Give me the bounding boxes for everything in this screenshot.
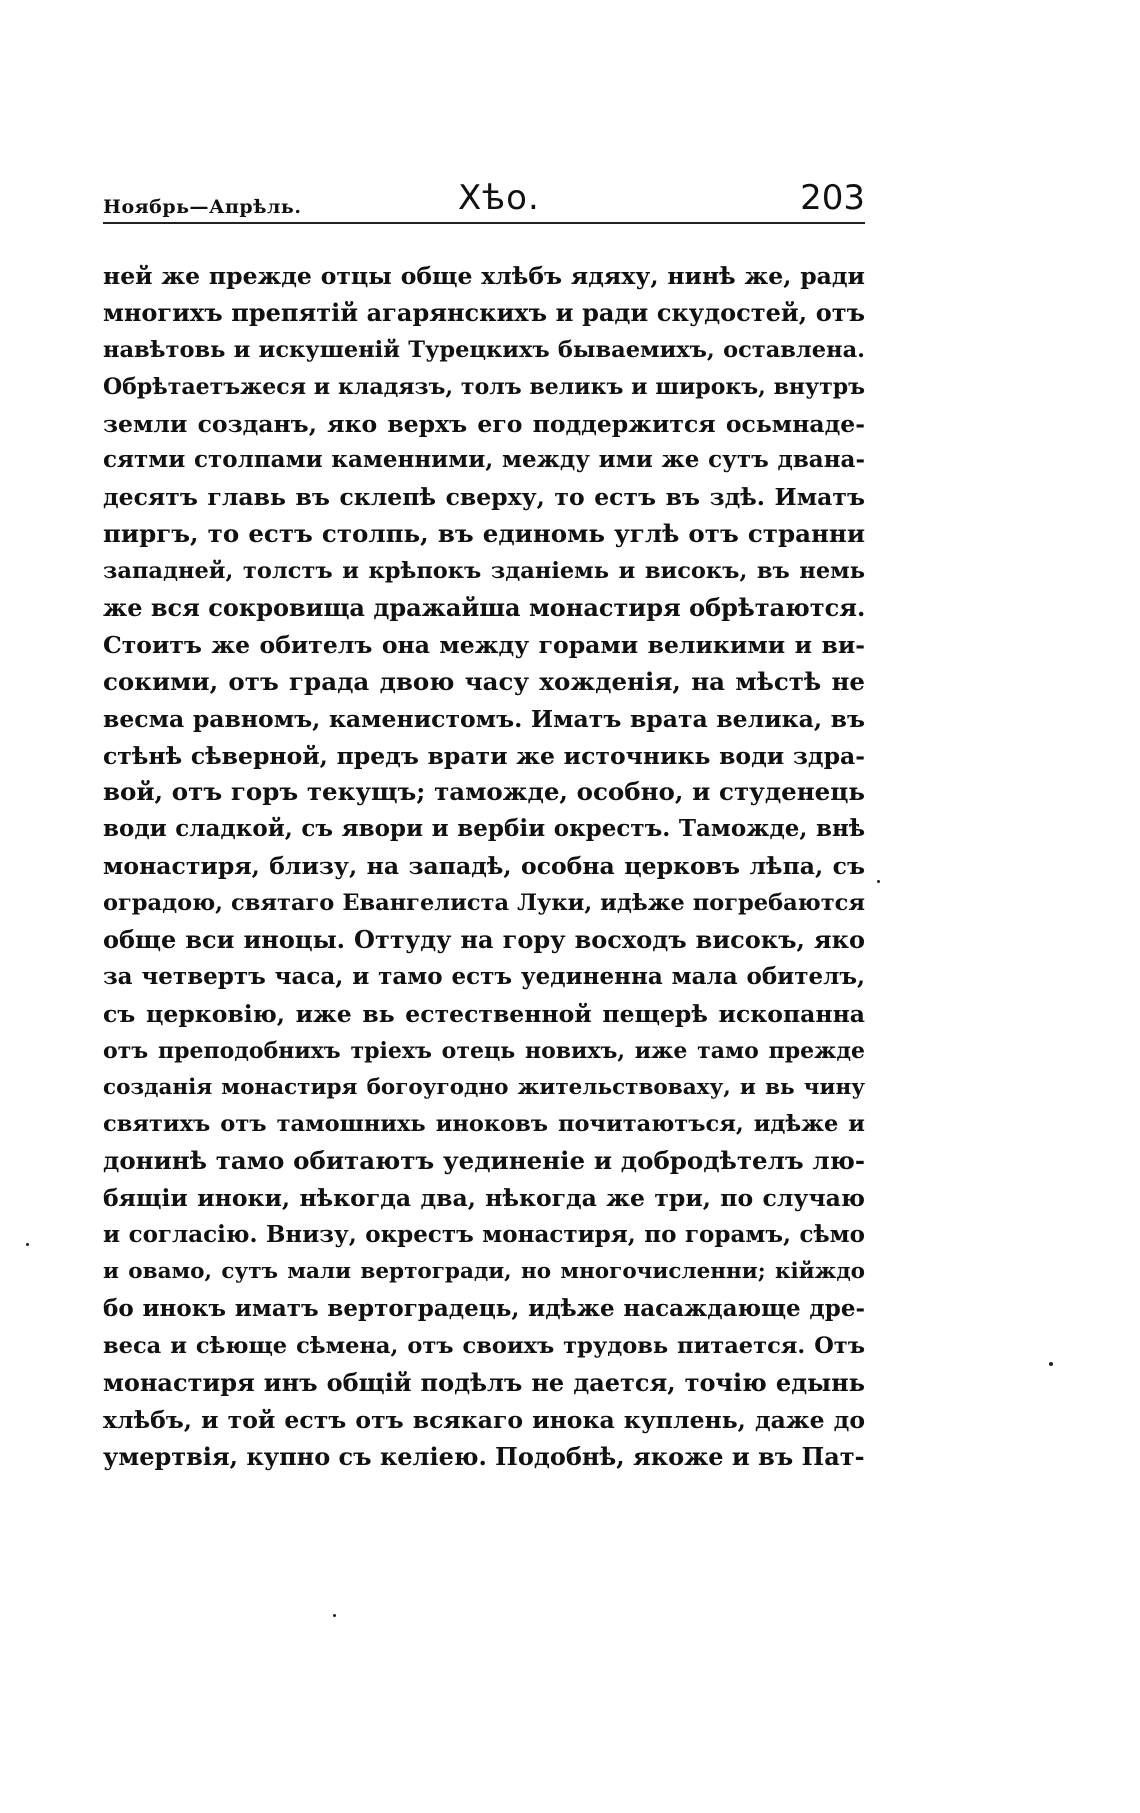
text-line: десятъ главь въ склепѣ сверху, то естъ въ здѣ. Иматъ (103, 483, 865, 512)
text-line: сокими, отъ града двою часу хожденія, на мѣстѣ не (103, 666, 865, 696)
text-line: сятми столпами каменними, между ими же сутъ двана- (103, 446, 865, 474)
body-text (103, 258, 865, 1475)
text-line: и согласію. Внизу, окрестъ монастиря, по горамъ, сѣмо (103, 1221, 865, 1249)
text-line: западней, толстъ и крѣпокъ зданіемь и високъ, въ немь (103, 558, 865, 585)
scan-speck (26, 1243, 29, 1246)
scan-speck (1049, 1362, 1053, 1366)
text-line: бо инокъ иматъ вертоградець, идѣже насаждающе дре- (103, 1294, 865, 1322)
text-line: земли созданъ, яко верхъ его поддержится осьмнаде- (103, 409, 865, 438)
text-line: святихъ отъ тамошнихь иноковъ почитаютъся, идѣже и (103, 1111, 865, 1138)
running-head (103, 178, 865, 224)
text-line: и овамо, сутъ мали вертогради, но многочисленни; кійждо (103, 1259, 865, 1285)
text-line: води сладкой, съ явори и вербіи окрестъ. Тамождe, внѣ (103, 815, 865, 843)
scan-speck (877, 880, 880, 883)
text-line: пиргъ, то естъ столпь, въ единомь углѣ отъ странни (103, 519, 865, 549)
text-line: хлѣбъ, и той естъ отъ всякаго инока куплень, даже до (103, 1405, 865, 1434)
page-number: 203 (800, 178, 865, 218)
text-line: Обрѣтаетъжеся и кладязъ, толъ великъ и широкъ, внутръ (103, 373, 865, 400)
text-line: ней же прежде отцы обще хлѣбъ ядяху, нинѣ же, ради (103, 262, 865, 290)
text-line: стѣнѣ сѣверной, предъ врати же источникь води здра- (103, 741, 865, 770)
text-line: обще вси иноцы. Оттуду на гору восходъ високъ, яко (103, 925, 865, 955)
text-line: бящіи иноки, нѣкогда два, нѣкогда же три, по случаю (103, 1184, 865, 1213)
text-line: навѣтовь и искушеній Турецкихъ бываемихъ, оставлена. (103, 336, 865, 363)
text-line: донинѣ тамо обитаютъ уединеніе и добродѣтелъ лю- (103, 1146, 865, 1176)
scan-speck (333, 1614, 336, 1617)
text-line: Стоитъ же обителъ она между горами великими и ви- (103, 630, 865, 659)
text-line: вой, отъ горъ текущъ; тамождe, особно, и студенець (103, 777, 865, 807)
text-line: монастиря, близу, на западѣ, особна церковъ лѣпа, съ (103, 852, 865, 881)
text-line: веса и сѣюще сѣмена, отъ своихъ трудовь питается. Отъ (103, 1332, 865, 1359)
text-line: весма равномъ, каменистомъ. Иматъ врата велика, въ (103, 704, 865, 733)
running-head-title: Хѣо. (458, 178, 540, 218)
text-line: съ церковію, иже вь естественной пещерѣ ископанна (103, 999, 865, 1028)
text-line: за четвертъ часа, и тамо естъ уединенна мала обителъ, (103, 962, 865, 990)
running-head-section: Ноябрь—Апрѣль. (103, 196, 302, 218)
text-line: созданія монастиря богоугодно жительствоваху, и вь чину (103, 1074, 865, 1100)
text-line: многихъ препятій агарянскихъ и ради скудостей, отъ (103, 297, 865, 327)
text-line: оградою, святаго Евангелиста Луки, идѣже погребаются (103, 890, 865, 917)
header-rule (103, 222, 865, 224)
text-line: же вся сокровища дражайша монастиря обрѣтаются. (103, 593, 866, 623)
text-line: монастиря инъ общій подѣлъ не дается, точію едынь (103, 1367, 865, 1397)
text-line: отъ преподобнихъ тріехъ отець новихъ, иже тамо прежде (103, 1037, 865, 1064)
text-line: умертвія, купно съ келіею. Подобнѣ, якоже и въ Пат- (103, 1441, 865, 1471)
